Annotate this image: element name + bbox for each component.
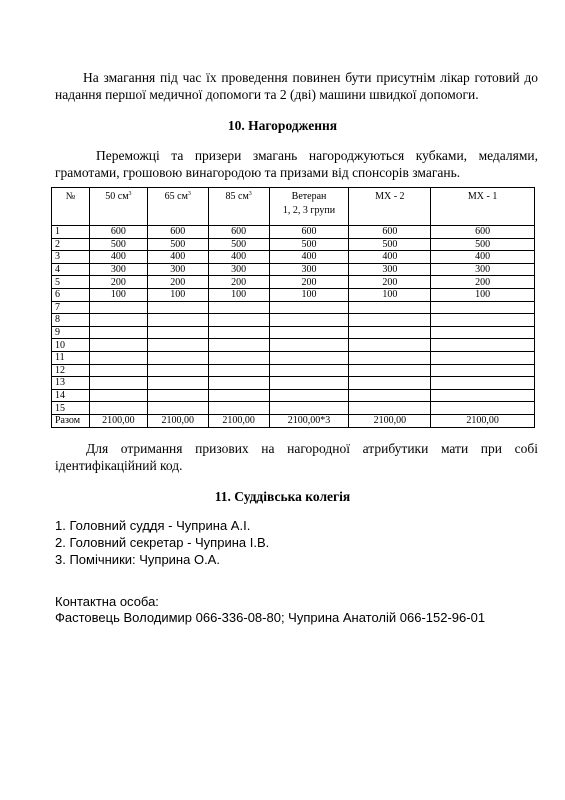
section-11-title: 11. Суддівська колегія (214, 489, 351, 504)
row-label-cell: 12 (52, 364, 90, 377)
prize-cell (208, 339, 269, 352)
prize-cell (349, 326, 431, 339)
table-row (52, 301, 535, 314)
prize-cell (147, 314, 208, 327)
prize-cell (208, 364, 269, 377)
prize-cell: 200 (147, 276, 208, 289)
row-label-cell: 6 (52, 288, 90, 301)
intro-line-2: надання першої медичної допомоги та 2 (дві) машини швидкої допомоги. (55, 87, 479, 102)
prize-cell: 2100,00 (431, 414, 535, 427)
prize-cell (147, 364, 208, 377)
prize-cell (349, 402, 431, 415)
table-row (52, 326, 535, 339)
prize-cell (147, 402, 208, 415)
prize-cell: 100 (269, 288, 349, 301)
row-label-cell: 4 (52, 263, 90, 276)
prize-cell (89, 389, 147, 402)
table-row (52, 288, 535, 301)
prize-cell (431, 377, 535, 390)
table-row (52, 238, 535, 251)
prize-cell (89, 339, 147, 352)
prize-cell (89, 351, 147, 364)
header-number: № (52, 188, 90, 226)
table-row (52, 402, 535, 415)
prize-cell (349, 301, 431, 314)
prize-cell (269, 301, 349, 314)
prize-cell: 600 (208, 226, 269, 239)
prize-cell: 2100,00 (349, 414, 431, 427)
prize-cell: 200 (431, 276, 535, 289)
prize-cell (269, 314, 349, 327)
table-row (52, 263, 535, 276)
prize-cell: 200 (349, 276, 431, 289)
row-label-cell: 15 (52, 402, 90, 415)
row-label-cell: 8 (52, 314, 90, 327)
prize-cell: 300 (349, 263, 431, 276)
table-total-row (52, 414, 535, 427)
row-label-cell: 11 (52, 351, 90, 364)
prize-cell: 200 (89, 276, 147, 289)
prize-cell (147, 389, 208, 402)
prize-cell: 2100,00*3 (269, 414, 349, 427)
row-label-cell: 13 (52, 377, 90, 390)
table-row (52, 377, 535, 390)
row-label-cell: 2 (52, 238, 90, 251)
prize-cell: 300 (208, 263, 269, 276)
prize-cell: 300 (269, 263, 349, 276)
row-label-cell: 14 (52, 389, 90, 402)
prize-cell (147, 326, 208, 339)
prize-cell (349, 377, 431, 390)
prize-cell (147, 351, 208, 364)
prize-cell: 400 (147, 251, 208, 264)
prize-cell: 100 (147, 288, 208, 301)
awards-text-line-1: Переможці та призери змагань нагороджуються кубками, медалями, (96, 148, 538, 163)
prize-cell (349, 351, 431, 364)
prize-cell: 600 (349, 226, 431, 239)
judge-item-3: 3. Помічники: Чуприна О.А. (55, 552, 220, 567)
row-label-cell: 5 (52, 276, 90, 289)
prize-cell (89, 364, 147, 377)
prize-cell (349, 364, 431, 377)
table-row (52, 226, 535, 239)
prize-cell (269, 402, 349, 415)
table-row (52, 364, 535, 377)
prize-cell (269, 389, 349, 402)
prize-cell (349, 339, 431, 352)
row-label-cell: 1 (52, 226, 90, 239)
prize-cell: 100 (89, 288, 147, 301)
intro-line-1: На змагання під час їх проведення повинен бути присутнім лікар готовий до (83, 70, 538, 85)
prize-cell (431, 389, 535, 402)
prize-cell: 500 (147, 238, 208, 251)
table-row (52, 351, 535, 364)
prize-cell: 2100,00 (208, 414, 269, 427)
prize-cell (208, 326, 269, 339)
prize-cell (431, 326, 535, 339)
prize-cell (208, 301, 269, 314)
table-row (52, 251, 535, 264)
row-label-cell: 10 (52, 339, 90, 352)
prize-cell: 600 (147, 226, 208, 239)
header-mx2: МХ - 2 (349, 188, 431, 226)
prize-cell: 500 (349, 238, 431, 251)
prize-cell (147, 301, 208, 314)
prize-cell (208, 314, 269, 327)
prize-cell (208, 377, 269, 390)
prize-cell: 500 (208, 238, 269, 251)
prize-cell (269, 377, 349, 390)
header-65cc: 65 $см^3$ (147, 188, 208, 226)
row-label-cell: 9 (52, 326, 90, 339)
prize-cell: 400 (208, 251, 269, 264)
prize-cell: 300 (89, 263, 147, 276)
prize-cell (431, 402, 535, 415)
prize-cell: 600 (431, 226, 535, 239)
table-row (52, 314, 535, 327)
prize-cell (269, 326, 349, 339)
header-50cc: 50 $см^3$ (89, 188, 147, 226)
prize-cell (431, 301, 535, 314)
prize-cell: 500 (269, 238, 349, 251)
prize-cell: 600 (269, 226, 349, 239)
prize-cell (269, 351, 349, 364)
after-table-line-1: Для отримання призових на нагородної атрибутики мати при собі (86, 441, 538, 456)
prize-cell (431, 351, 535, 364)
prize-cell: 400 (89, 251, 147, 264)
awards-text-line-2: грамотами, грошовою винагородою та призами від спонсорів змагань. (55, 165, 461, 180)
prize-cell (147, 377, 208, 390)
table-row (52, 339, 535, 352)
prize-table (51, 187, 535, 428)
prize-cell: 500 (89, 238, 147, 251)
prize-cell: 200 (208, 276, 269, 289)
prize-cell: 500 (431, 238, 535, 251)
row-label-cell: 7 (52, 301, 90, 314)
contact-label: Контактна особа: (55, 594, 159, 609)
prize-cell: 400 (269, 251, 349, 264)
prize-cell (431, 339, 535, 352)
prize-cell: 100 (349, 288, 431, 301)
section-10-title: 10. Нагородження (227, 118, 338, 133)
prize-cell: 300 (431, 263, 535, 276)
row-label-cell: Разом (52, 414, 90, 427)
prize-cell: 400 (431, 251, 535, 264)
judge-item-1: 1. Головний суддя - Чуприна А.І. (55, 518, 251, 533)
row-label-cell: 3 (52, 251, 90, 264)
prize-cell (147, 339, 208, 352)
prize-cell: 300 (147, 263, 208, 276)
prize-cell (208, 402, 269, 415)
header-85cc: 85 $см^3$ (208, 188, 269, 226)
prize-cell (431, 364, 535, 377)
prize-cell (89, 402, 147, 415)
prize-cell: 400 (349, 251, 431, 264)
prize-cell (89, 301, 147, 314)
prize-cell (349, 314, 431, 327)
after-table-line-2: ідентифікаційний код. (55, 458, 183, 473)
prize-cell (208, 389, 269, 402)
prize-cell (89, 326, 147, 339)
prize-cell (269, 364, 349, 377)
table-row (52, 276, 535, 289)
contact-details: Фастовець Володимир 066-336-08-80; Чуприна Анатолій 066-152-96-01 (55, 610, 486, 625)
table-row (52, 389, 535, 402)
prize-cell: 100 (208, 288, 269, 301)
table-header-row (52, 188, 535, 226)
prize-cell: 100 (431, 288, 535, 301)
judge-item-2: 2. Головний секретар - Чуприна І.В. (55, 535, 270, 550)
prize-cell: 2100,00 (147, 414, 208, 427)
prize-cell (431, 314, 535, 327)
prize-cell (349, 389, 431, 402)
prize-cell: 2100,00 (89, 414, 147, 427)
prize-cell (269, 339, 349, 352)
prize-cell: 600 (89, 226, 147, 239)
prize-cell (89, 314, 147, 327)
prize-cell (208, 351, 269, 364)
header-mx1: МХ - 1 (431, 188, 535, 226)
header-veteran: Ветеран 1, 2, 3 групи (269, 188, 349, 226)
prize-cell (89, 377, 147, 390)
prize-cell: 200 (269, 276, 349, 289)
